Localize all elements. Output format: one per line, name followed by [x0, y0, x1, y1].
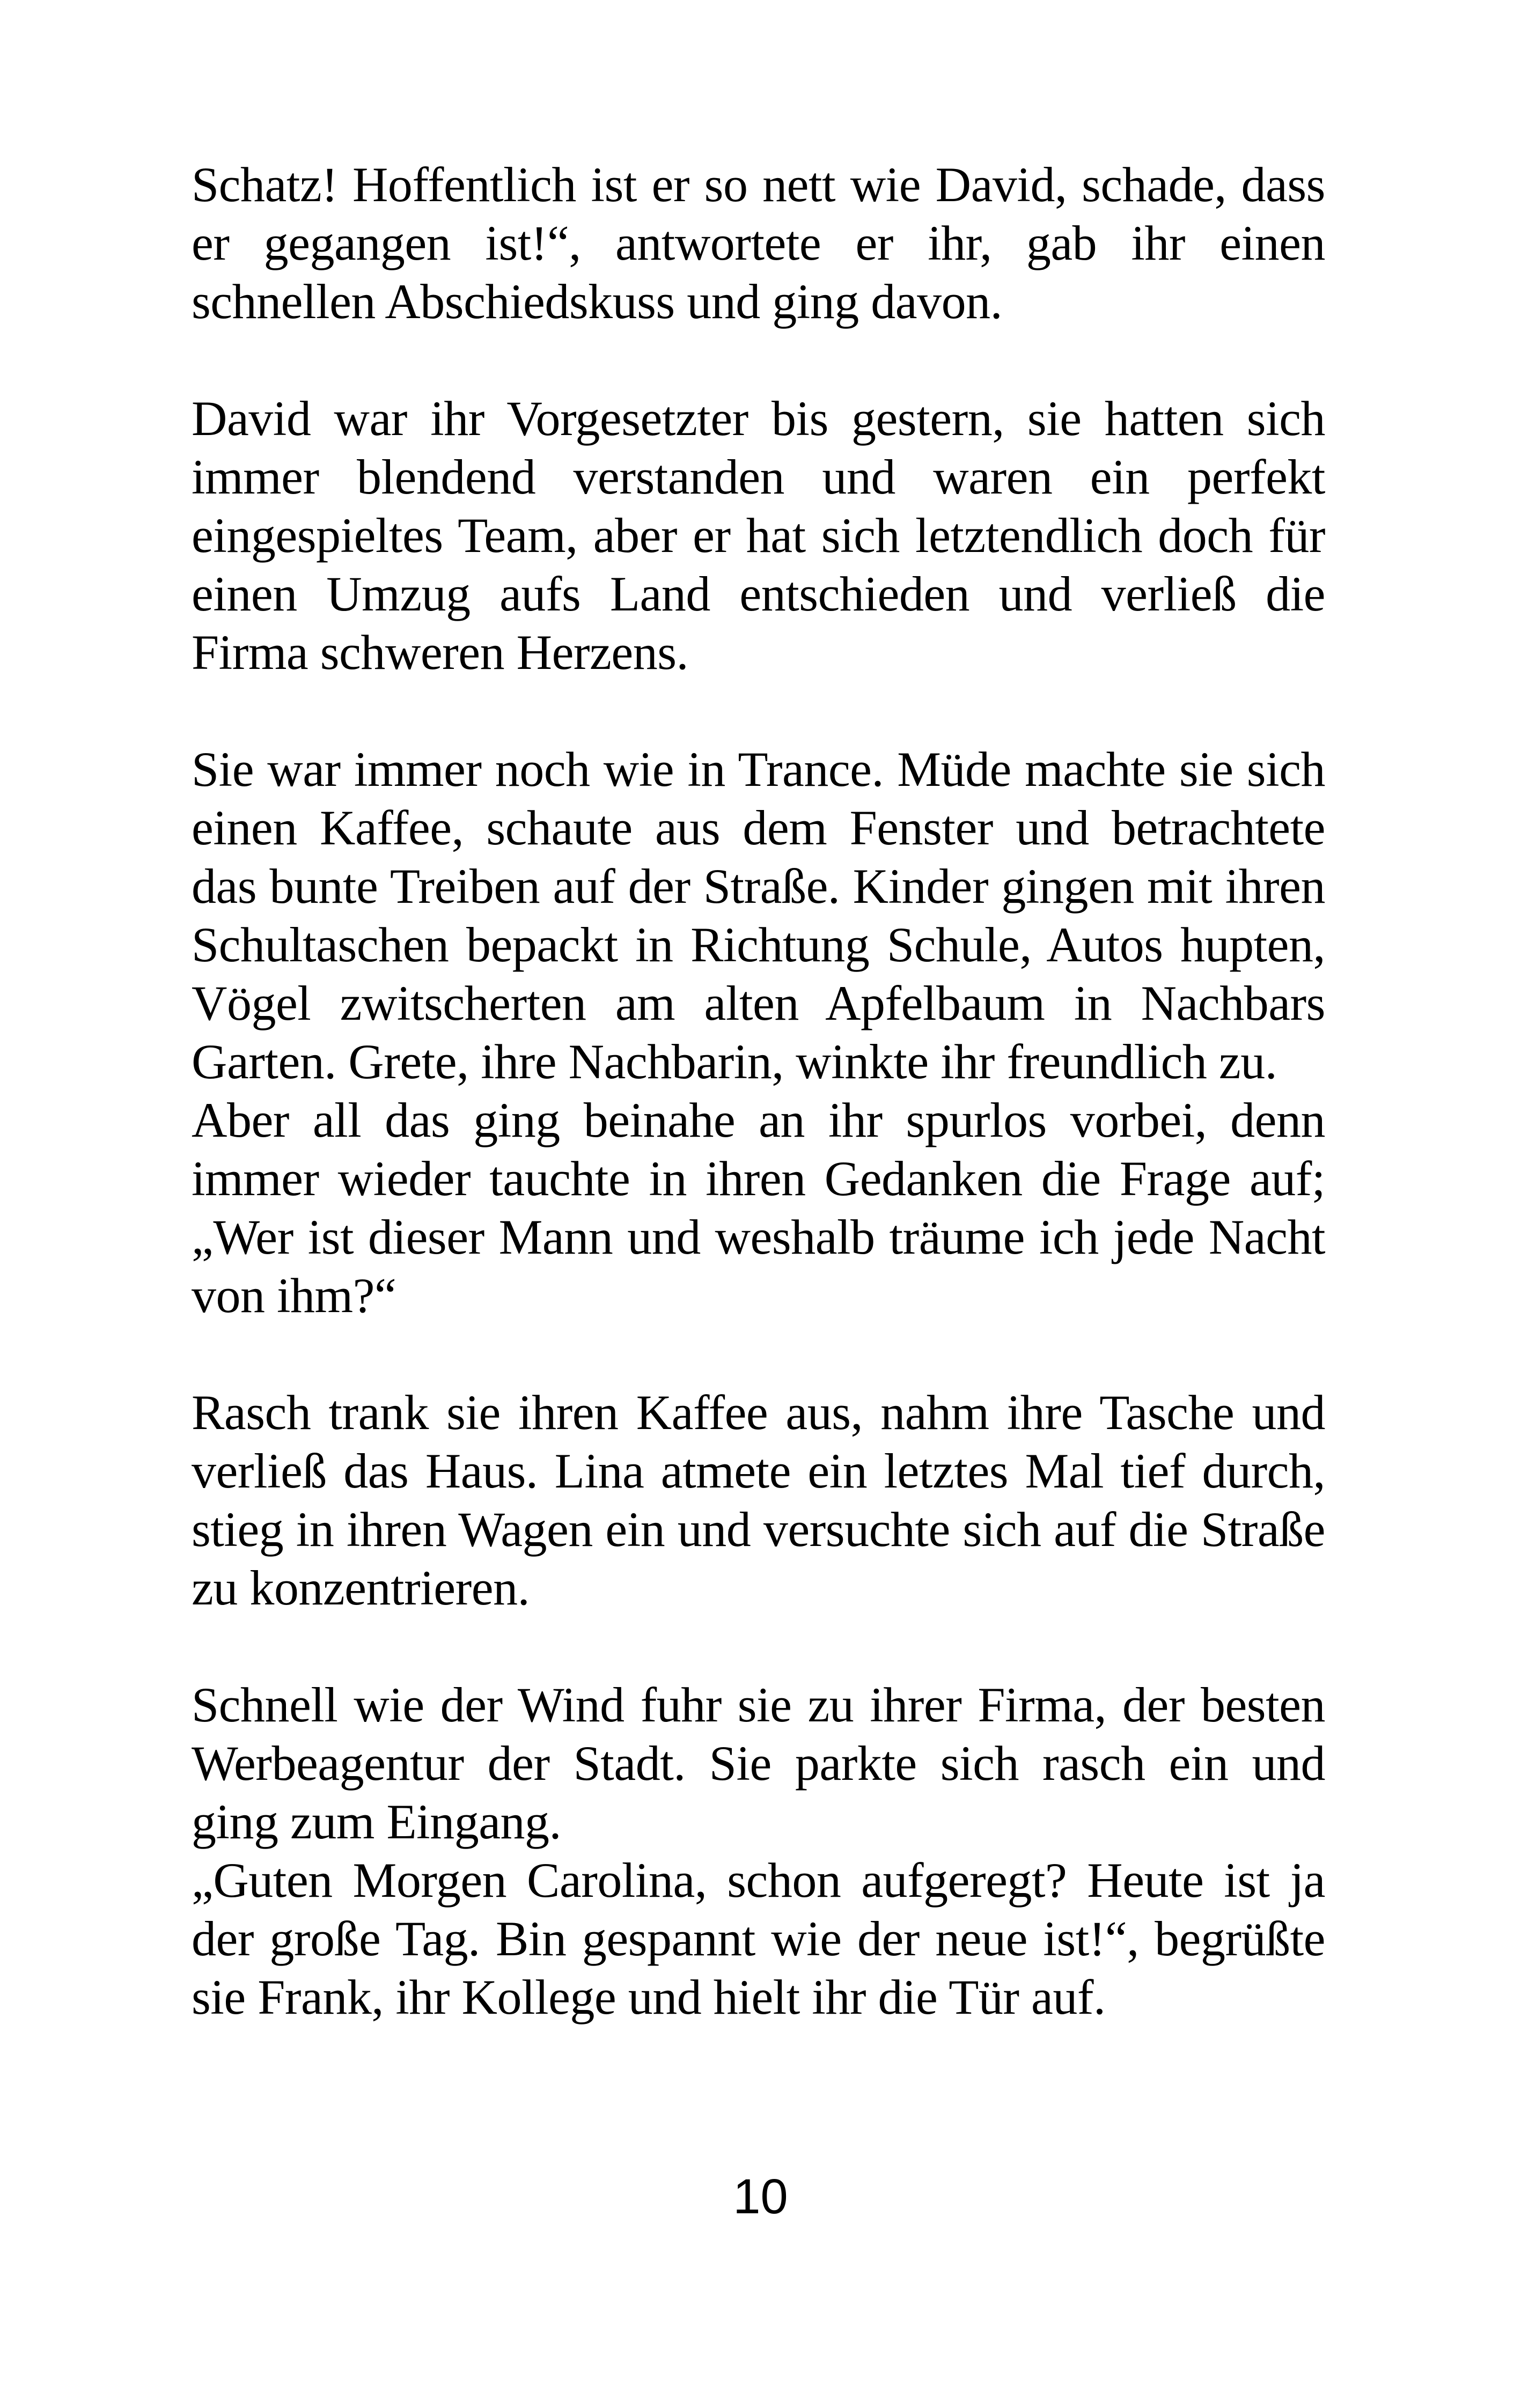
- paragraph-3: Sie war immer noch wie in Trance. Müde machte sie sich einen Kaffee, schaute aus dem Fenster und betrachtete das bunte Treiben auf der Straße. Kinder gingen mit ihren Schultaschen bepackt in Richtung Schule, Autos hupten, Vögel zwitscherten am alten Apfelbaum in Nachbars Garten. Grete, ihre Nachbarin, winkte ihr freundlich zu.: [192, 742, 1325, 1089]
- paragraph-5: Rasch trank sie ihren Kaffee aus, nahm ihre Tasche und verließ das Haus. Lina atmete ein letztes Mal tief durch, stieg in ihren Wagen ein und versuchte sich auf die Straße zu konzentrieren.: [192, 1385, 1325, 1615]
- paragraph-6: Schnell wie der Wind fuhr sie zu ihrer Firma, der besten Werbeagentur der Stadt. Sie parkte sich rasch ein und ging zum Eingang.: [192, 1677, 1325, 1849]
- paragraph-1: Schatz! Hoffentlich ist er so nett wie David, schade, dass er gegangen ist!“, antwortete er ihr, gab ihr einen schnellen Abschiedskuss und ging davon.: [192, 157, 1325, 329]
- paragraph-4: Aber all das ging beinahe an ihr spurlos vorbei, denn immer wieder tauchte in ihren Gedanken die Frage auf; „Wer ist dieser Mann und weshalb träume ich jede Nacht von ihm?“: [192, 1093, 1325, 1323]
- paragraph-2: David war ihr Vorgesetzter bis gestern, sie hatten sich immer blendend verstanden und waren ein perfekt eingespieltes Team, aber er hat sich letztendlich doch für einen Umzug aufs Land entschieden und verließ die Firma schweren Herzens.: [192, 391, 1325, 680]
- paragraph-7: „Guten Morgen Carolina, schon aufgeregt? Heute ist ja der große Tag. Bin gespannt wie der neue ist!“, begrüßte sie Frank, ihr Kollege und hielt ihr die Tür auf.: [192, 1853, 1325, 2024]
- page-number: 10: [733, 2169, 788, 2224]
- body-text: [192, 156, 1325, 2027]
